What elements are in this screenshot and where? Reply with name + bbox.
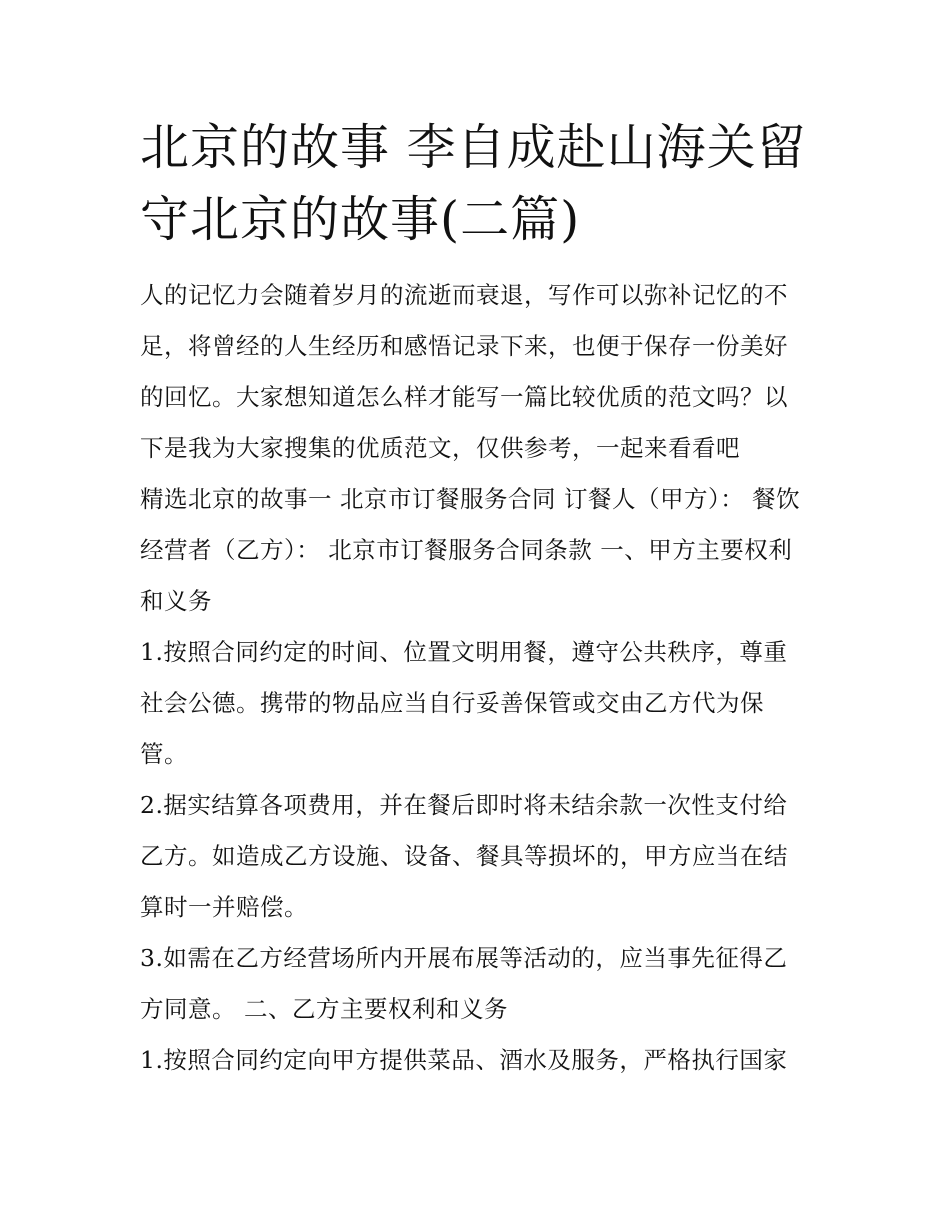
paragraph-intro: 人的记忆力会随着岁月的流逝而衰退，写作可以弥补记忆的不足，将曾经的人生经历和感悟记录下来，也便于保存一份美好的回忆。大家想知道怎么样才能写一篇比较优质的范文吗？以下是我为大家搜集的优质范文，仅供参考，一起来看看吧 [140,281,788,462]
paragraph-clause-4: 1.按照合同约定向甲方提供菜品、酒水及服务，严格执行国家 [140,1046,788,1074]
document-title: 北京的故事 李自成赴山海关留守北京的故事(二篇) [140,119,807,248]
document-body [140,270,810,1086]
paragraph-contract-header: 精选北京的故事一 北京市订餐服务合同 订餐人（甲方）： 餐饮经营者（乙方）： 北京市订餐服务合同条款 一、甲方主要权利和义务 [140,485,801,615]
paragraph-clause-1: 1.按照合同约定的时间、位置文明用餐，遵守公共秩序，尊重社会公德。携带的物品应当自行妥善保管或交由乙方代为保管。 [140,638,788,768]
paragraph-clause-3: 3.如需在乙方经营场所内开展布展等活动的，应当事先征得乙方同意。 二、乙方主要权利和义务 [140,944,788,1023]
document-content [140,112,810,1086]
paragraph-clause-2: 2.据实结算各项费用，并在餐后即时将未结余款一次性支付给乙方。如造成乙方设施、设备、餐具等损坏的，甲方应当在结算时一并赔偿。 [140,791,788,921]
